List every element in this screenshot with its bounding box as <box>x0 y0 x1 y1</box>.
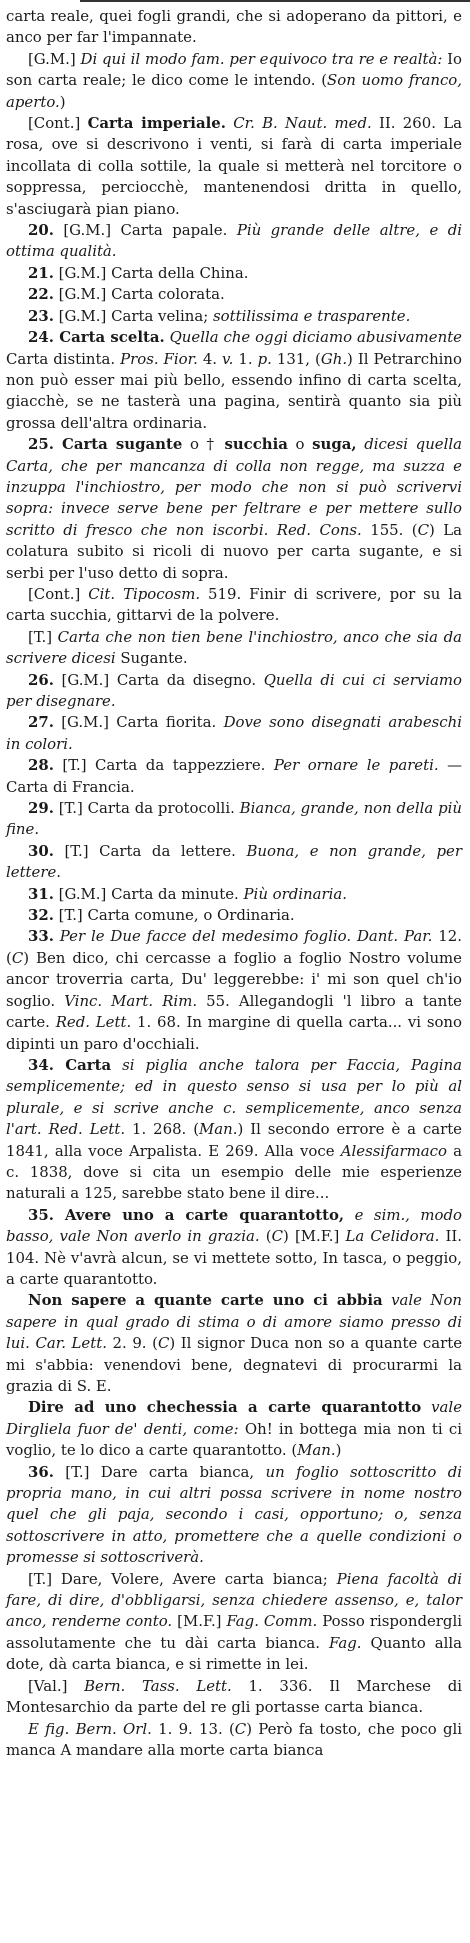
body-text: Io son carta reale; le dico come le intendo. ( <box>6 49 462 90</box>
entry-paragraph <box>6 1462 462 1569</box>
italic-text: Dant. Par. <box>356 927 433 946</box>
body-text: Quanto alla dote, dà carta bianca, e si rimette in lei. <box>6 1633 462 1674</box>
headword-text: 31. <box>28 884 54 903</box>
body-text <box>42 1120 49 1138</box>
entry-paragraph <box>6 798 462 841</box>
body-text: [G.M.] Carta da disegno. <box>53 670 264 689</box>
entry-paragraph <box>6 263 462 284</box>
italic-text: Gh. <box>320 349 348 368</box>
italic-text: Vinc. Mart. Rim. <box>64 991 198 1010</box>
headword-text: 20. <box>28 221 54 240</box>
entry-paragraph <box>6 627 462 670</box>
italic-text: Son uomo franco, aperto. <box>6 71 462 111</box>
headword-text: 25. Carta sugante <box>28 435 183 454</box>
entry-paragraph <box>6 712 462 755</box>
italic-text: Red. Cons. <box>276 520 362 539</box>
headword-text: 35. Avere uno a carte quarantotto, <box>28 1205 345 1224</box>
headword-text: 26. <box>28 670 54 689</box>
entry-paragraph <box>6 884 462 905</box>
italic-text: Man. <box>199 1120 238 1139</box>
body-text: [Cont.] <box>28 584 89 603</box>
body-text: 55. Allegandogli 'l libro a tante carte. <box>6 991 462 1032</box>
italic-text: Bianca, grande, non della più fine. <box>6 799 463 839</box>
italic-text: Buona, e non grande, per lettere. <box>6 841 462 882</box>
italic-text: Alessifarmaco <box>340 1141 447 1160</box>
entry-paragraph <box>6 841 462 884</box>
body-text: [G.M.] Carta da minute. <box>53 884 244 903</box>
entry-paragraph <box>6 1676 462 1719</box>
italic-text: Cr. B. Naut. med. <box>233 114 372 133</box>
italic-text: C <box>417 520 430 539</box>
body-text: [T.] Carta comune, o Ordinaria. <box>53 906 295 925</box>
body-text: [Val.] <box>28 1676 85 1695</box>
body-text: II. 104. Nè v'avrà alcun, se vi mettete sotto, In tasca, o peggio, a carte quarantotto. <box>6 1227 462 1288</box>
entry-paragraph <box>6 1719 462 1762</box>
body-text: ) <box>335 1441 342 1460</box>
entry-paragraph <box>6 1290 462 1397</box>
headword-text: Carta imperiale. <box>87 114 226 133</box>
italic-text: sottilissima e trasparente. <box>213 306 411 325</box>
headword-text: 33. <box>28 927 54 946</box>
italic-text: Piena facoltà di fare, di dire, d'obbligarsi, senza chiedere assenso, e, talor anco, renderne conto. <box>6 1569 463 1631</box>
italic-text: Pros. Fior. <box>120 349 198 368</box>
entry-paragraph <box>6 926 462 1054</box>
italic-text: v. <box>222 349 234 368</box>
headword-text: 28. <box>28 756 54 775</box>
body-text: ) Il Petrarchino non può esser mai più bello, essendo infino di carta scelta, giacchè, se ne tasterà una pagina, sentirà quanto sia più grossa dell'altra ordinaria. <box>6 349 462 432</box>
body-text <box>111 1056 122 1074</box>
headword-text: suga, <box>312 435 357 454</box>
body-text: 131, ( <box>271 349 321 368</box>
italic-text: Quella di cui ci serviamo per disegnare. <box>6 670 462 710</box>
body-text: 519. Finir di scrivere, por su la carta succhia, gittarvi de la polvere. <box>6 584 462 625</box>
body-text: [G.M.] Carta velina; <box>53 306 214 325</box>
entry-paragraph <box>6 670 462 713</box>
italic-text: C <box>157 1334 170 1353</box>
headword-text: 30. <box>28 841 54 860</box>
body-text: [G.M.] Carta fiorita. <box>53 713 224 732</box>
body-text: ) <box>59 92 66 111</box>
italic-text: Carta che non tien bene l'inchiostro, anco che sia da scrivere dicesi <box>6 627 463 668</box>
italic-text: Bern. Orl. <box>75 1719 152 1738</box>
entry-paragraph <box>6 306 462 327</box>
italic-text: Man. <box>297 1441 336 1460</box>
body-text: 1. <box>233 349 258 368</box>
body-text: ) [M.F.] <box>283 1227 346 1246</box>
top-rule <box>80 0 470 2</box>
italic-text: si piglia anche talora per Faccia, Pagina semplicemente; ed in questo senso si usa per lo più al plurale, e si scrive anche c. semplicemente, anco senza l'art. <box>6 1055 463 1139</box>
entry-paragraph <box>6 327 462 434</box>
body-text: carta reale, quei fogli grandi, che si adoperano da pittori, e anco per far l'impannate. <box>6 7 462 47</box>
entry-paragraph <box>6 284 462 305</box>
body-text: ) Però fa tosto, che poco gli manca A mandare alla morte carta bianca <box>6 1719 463 1759</box>
italic-text: vale Non sapere in qual grado di stima o di amore siamo presso di lui. <box>6 1291 462 1353</box>
body-text: 1. 9. 13. ( <box>151 1719 235 1738</box>
body-text: o <box>287 435 313 454</box>
headword-text: 21. <box>28 263 54 282</box>
body-text: ) Il secondo errore è a carte 1841, alla voce Arpalista. E 269. Alla voce <box>6 1120 462 1160</box>
body-text <box>344 1206 355 1224</box>
italic-text: Red. Lett. <box>55 1013 132 1032</box>
headword-text: Non sapere a quante carte uno ci abbia <box>28 1291 383 1310</box>
body-text: ) La colatura subito si ricoli di nuovo per carta sugante, e si serbi per l'uso detto di sopra. <box>6 520 463 582</box>
headword-text: 23. <box>28 306 54 325</box>
body-text <box>383 1291 391 1309</box>
body-text: ) Ben dico, chi cercasse a foglio a foglio Nostro volume ancor troverria carta, Du' leggerebbe: i' mi son quel ch'io soglio. <box>6 948 462 1010</box>
italic-text: dicesi quella Carta, che per mancanza di colla non regge, ma suzza e inzuppa l'inchiostro, per modo che non si può scrivervi sopra: invece serve bene per feltrare e per mettere sullo scritto di fresco che non iscorbi. <box>6 435 462 539</box>
body-text: [T.] Carta da tappezziere. <box>53 756 274 775</box>
body-text <box>421 1398 431 1416</box>
headword-text: 32. <box>28 906 54 925</box>
headword-text: 36. <box>28 1462 54 1481</box>
body-text: [T.] Carta da lettere. <box>53 841 247 860</box>
headword-text: Dire ad uno chechessia a carte quarantotto <box>28 1398 422 1417</box>
italic-text: p. <box>257 349 272 368</box>
body-text <box>268 521 276 539</box>
italic-text: Red. Lett. <box>48 1120 126 1139</box>
entry-paragraph <box>6 220 462 263</box>
italic-text: E fig. <box>28 1719 70 1738</box>
headword-text: succhia <box>224 435 288 454</box>
italic-text: Per ornare le pareti. <box>273 756 439 775</box>
entry-paragraph <box>6 6 462 49</box>
body-text: [Cont.] <box>28 114 88 133</box>
body-text: [G.M.] Carta papale. <box>53 221 237 240</box>
entry-paragraph <box>6 49 462 113</box>
entry-paragraph <box>6 434 462 584</box>
italic-text: e sim., modo basso, vale Non averlo in grazia. <box>6 1205 462 1246</box>
body-text: 1. 268. ( <box>125 1120 200 1139</box>
italic-text: Quella che oggi diciamo abusivamente <box>169 328 462 347</box>
italic-text: Cit. Tipocosm. <box>88 584 201 603</box>
italic-text: Di qui il modo fam. per equivoco tra re e realtà: <box>80 49 443 68</box>
headword-text: 29. <box>28 799 54 818</box>
body-text: 12. ( <box>6 927 462 967</box>
body-text: [T.] <box>28 627 58 646</box>
italic-text: Bern. Tass. Lett. <box>84 1676 232 1695</box>
italic-text: un foglio sottoscritto di propria mano, in cui altri possa scrivere in nome nostro quel che gli paja, secondo i casi, opportuno; o, senza sottoscrivere in atto, promettere che a quelle condizioni o promesse si sottoscriverà. <box>6 1462 462 1567</box>
entry-paragraph <box>6 113 462 220</box>
body-text: II. 260. La rosa, ove si descrivono i venti, si farà di carta imperiale incollata di colla sottile, la quale si metterà nel torcitore o soppressa, perciocchè, mantenendosi dritta in quello, s'asciugarà pian piano. <box>6 114 462 218</box>
body-text: Carta distinta. <box>6 349 121 368</box>
body-text: 155. ( <box>361 520 418 539</box>
headword-text: 27. <box>28 713 54 732</box>
headword-text: 22. <box>28 285 54 304</box>
entry-paragraph <box>6 905 462 926</box>
body-text: [T.] Dare, Volere, Avere carta bianca; <box>28 1569 337 1588</box>
body-text: ( <box>259 1227 272 1246</box>
headword-text: 34. Carta <box>28 1055 112 1074</box>
body-text: 1. 336. Il Marchese di Montesarchio da parte del re gli portasse carta bianca. <box>6 1676 462 1717</box>
italic-text: Fag. Comm. <box>226 1612 318 1631</box>
headword-text: 24. Carta scelta. <box>28 328 165 347</box>
body-text: Oh! in bottega mia non ti ci voglio, te lo dico a carte quarantotto. ( <box>6 1419 462 1460</box>
italic-text: La Celidora. <box>345 1227 440 1246</box>
entry-paragraph <box>6 1205 462 1291</box>
body-text: [T.] Dare carta bianca, <box>53 1462 266 1481</box>
italic-text: Car. Lett. <box>35 1334 107 1353</box>
italic-text: Più grande delle altre, e di ottima qualità. <box>6 221 462 261</box>
body-text: [G.M.] Carta della China. <box>53 263 249 282</box>
entry-paragraph <box>6 584 462 627</box>
body-text: [G.M.] Carta colorata. <box>53 285 225 304</box>
entry-text <box>6 6 462 1761</box>
entry-paragraph <box>6 1397 462 1461</box>
body-text: [M.F.] <box>172 1612 227 1631</box>
italic-text: C <box>234 1719 247 1738</box>
body-text: o † <box>182 435 225 454</box>
body-text: Posso rispondergli assolutamente che tu dài carta bianca. <box>6 1612 462 1652</box>
italic-text: C <box>271 1227 284 1246</box>
body-text: a c. 1838, dove si cita un esempio delle mie esperienze naturali a 125, sarebbe stato bene il dire... <box>6 1141 462 1203</box>
body-text: [G.M.] <box>28 49 81 68</box>
entry-paragraph <box>6 755 462 798</box>
entry-paragraph <box>6 1569 462 1676</box>
entry-paragraph <box>6 1055 462 1205</box>
body-text: 1. 68. In margine di quella carta... vi sono dipinti un paro d'occhiali. <box>6 1013 462 1053</box>
body-text: 2. 9. ( <box>106 1334 158 1353</box>
body-text: ) Il signor Duca non so a quante carte mi s'abbia: venendovi bene, degnatevi di procurarmi la grazia di S. E. <box>6 1334 463 1395</box>
italic-text: Per le Due facce del medesimo foglio. <box>59 927 352 946</box>
italic-text: C <box>11 948 24 967</box>
italic-text: Dove sono disegnati arabeschi in colori. <box>6 713 462 753</box>
italic-text: Più ordinaria. <box>243 884 347 903</box>
body-text: 4. <box>197 349 223 368</box>
body-text: [T.] Carta da protocolli. <box>53 799 240 818</box>
italic-text: vale Dirgliela fuor de' denti, come: <box>6 1398 463 1438</box>
italic-text: Fag. <box>329 1633 362 1652</box>
body-text: — Carta di Francia. <box>6 756 463 796</box>
body-text: Sugante. <box>115 649 188 668</box>
